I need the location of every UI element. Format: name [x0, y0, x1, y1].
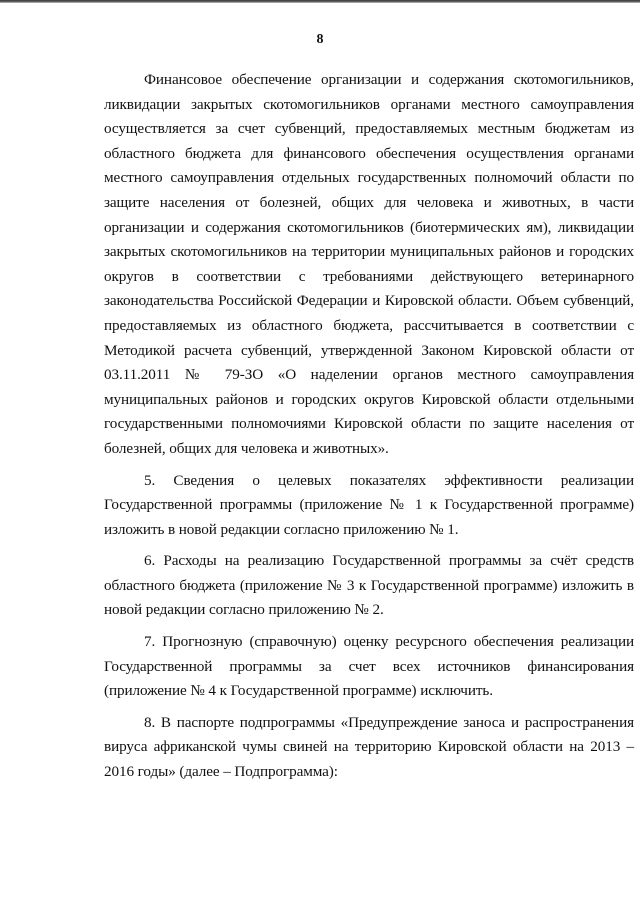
- paragraph-item-6-regional-budget-expenses: 6. Расходы на реализацию Государственной программы за счёт средств областного бюджета (приложение № 3 к Государственной программе) изложить в новой редакции согласно приложению № 2.: [104, 552, 634, 619]
- paragraph-item-5-target-indicators: 5. Сведения о целевых показателях эффективности реализации Государственной программы (приложение № 1 к Государственной программе) изложить в новой редакции согласно приложению № 1.: [104, 471, 634, 538]
- paragraph-item-8-subprogram-passport: 8. В паспорте подпрограммы «Предупреждение заноса и распространения вируса африканской чумы свиней на территорию Кировской области на 2013 – 2016 годы» (далее – Подпрограмма):: [104, 713, 634, 781]
- paragraph-funding-cattle-burial-grounds: Финансовое обеспечение организации и содержания скотомогильников, ликвидации закрытых скотомогильников органами местного самоуправления осуществляется за счет субвенций, предоставляемых местным бюджетам из областного бюджета для финансового обеспечения осуществления органами местного самоуправления отдельных государственных полномочий области по защите населения от болезней, общих для человека и животных, в части организации и содержания скотомогильников (биотермических ям), ликвидации закрытых скотомогильников на территории муниципальных районов и городских округов в соответствии с требованиями действующего ветеринарного законодательства Российской Федерации и Кировской области. Объем субвенций, предоставляемых из областного бюджета, рассчитывается в соответствии с Методикой расчета субвенций, утвержденной Законом Кировской области от 03.11.2011 № 79-ЗО «О наделении органов местного самоуправления муниципальных районов и городских округов Кировской области отдельными государственными полномочиями Кировской области по защите населения от болезней, общих для человека и животных».: [104, 71, 634, 457]
- paragraph-item-7-resource-estimate: 7. Прогнозную (справочную) оценку ресурсного обеспечения реализации Государственной программы за счет всех источников финансирования (приложение № 4 к Государственной программе) исключить.: [104, 633, 634, 700]
- scan-top-edge: [0, 0, 640, 3]
- page-number: 8: [316, 32, 324, 47]
- document-body: [104, 68, 634, 785]
